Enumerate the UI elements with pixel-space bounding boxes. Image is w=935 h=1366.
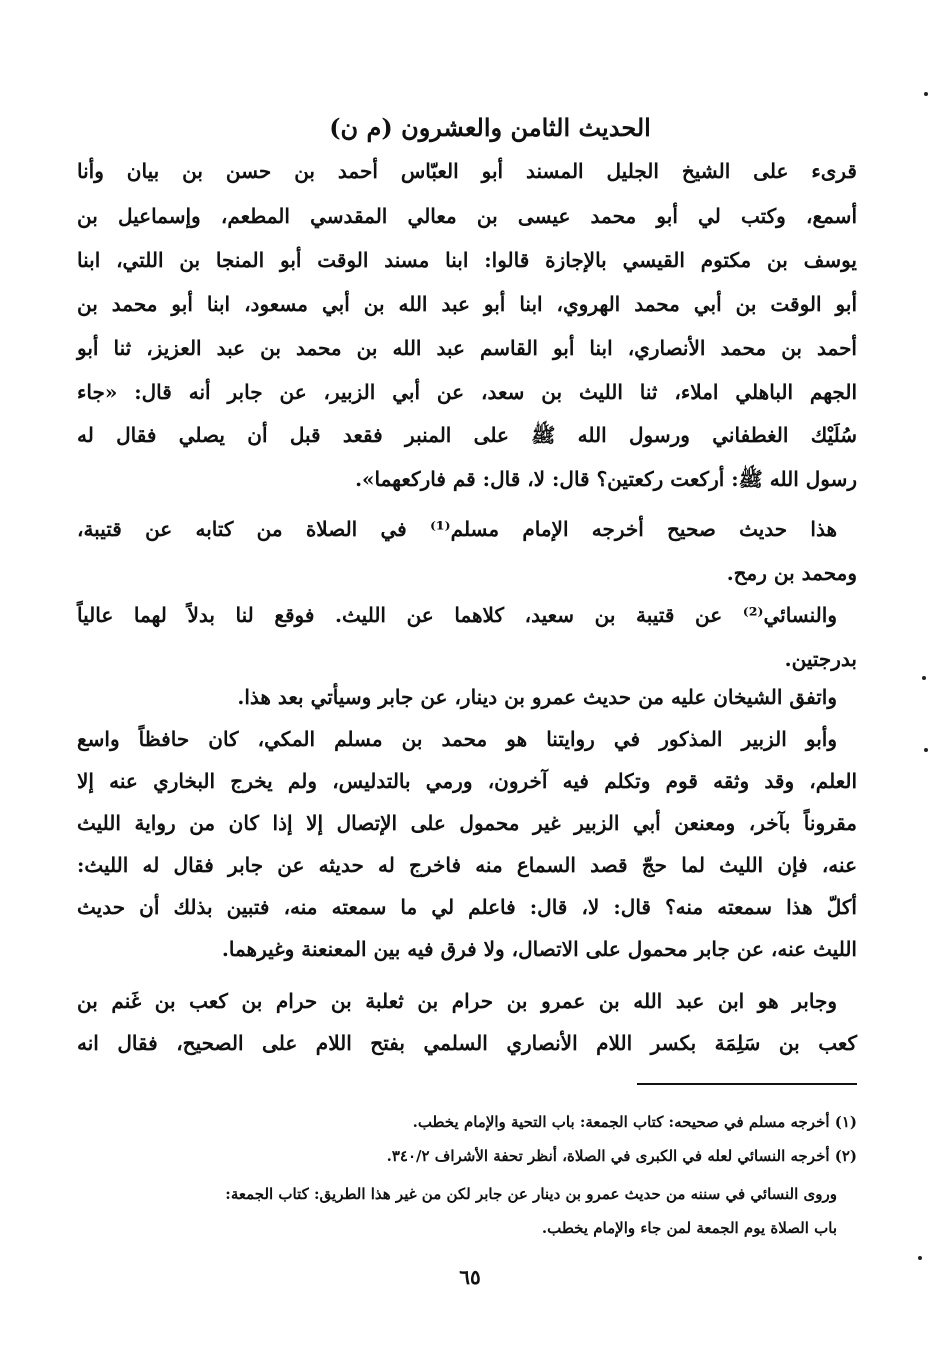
body-line-21: كعب بن سَلِمَة بكسر اللام الأنصاري السلمي بفتح اللام على الصحيح، فقال انه [77,1031,857,1055]
hadith-title: الحديث الثامن والعشرون (م ن) [329,113,651,142]
footnote-2-continuation-1: وروى النسائي في سننه من حديث عمرو بن دينار عن جابر لكن من غير هذا الطريق: كتاب الجمعة: [225,1185,837,1203]
body-line-14: وأبو الزبير المذكور في روايتنا هو محمد بن مسلم المكي، كان حافظاً واسع [77,727,837,751]
footnote-1: (١) أخرجه مسلم في صحيحه: كتاب الجمعة: باب التحية والإمام يخطب. [412,1113,857,1131]
footnote-2-continuation-2: باب الصلاة يوم الجمعة لمن جاء والإمام يخطب. [541,1219,837,1237]
body-line-3: يوسف بن مكتوم القيسي بالإجازة قالوا: ابنا مسند الوقت أبو المنجا بن اللتي، ابنا [77,248,857,272]
body-line-10: ومحمد بن رمح. [726,561,857,585]
body-line-4: أبو الوقت بن أبي محمد الهروي، ابنا أبو عبد الله بن أبي مسعود، ابنا أبو محمد بن [77,292,857,316]
body-line-20: وجابر هو ابن عبد الله بن عمرو بن حرام بن ثعلبة بن حرام بن كعب بن غَنم بن [77,989,837,1013]
body-line-19: الليث عنه، عن جابر محمول على الاتصال، ولا فرق فيه بين المعنعنة وغيرهما. [221,937,857,961]
scan-speck [924,92,928,96]
body-line-15: العلم، وقد وثقه قوم وتكلم فيه آخرون، ورمي بالتدليس، ولم يخرج البخاري عنه إلا [77,769,857,793]
page-number: ٦٥ [459,1265,481,1289]
body-line-13: واتفق الشيخان عليه من حديث عمرو بن دينار، عن جابر وسيأتي بعد هذا. [237,685,837,709]
body-line-12: بدرجتين. [784,647,857,671]
body-line-1: قرىء على الشيخ الجليل المسند أبو العبّاس أحمد بن حسن بن بيان وأنا [77,159,857,183]
body-line-7: سُلَيْك الغطفاني ورسول الله ﷺ على المنبر فقعد قبل أن يصلي فقال له [77,423,857,447]
body-line-2: أسمع، وكتب لي أبو محمد عيسى بن معالي المقدسي المطعم، وإسماعيل بن [77,204,857,228]
scan-speck [918,1256,922,1260]
body-line-17: عنه، فإن الليث لما حجّ قصد السماع منه فاخرج له حديثه عن جابر فقال له الليث: [77,853,857,877]
body-line-6: الجهم الباهلي املاء، ثنا الليث بن سعد، عن أبي الزبير، عن جابر أنه قال: «جاء [77,380,857,404]
body-line-18: أكلّ هذا سمعته منه؟ قال: لا، قال: فاعلم لي ما سمعته منه، فتبين بذلك أن حديث [77,895,857,919]
body-line-9: هذا حديث صحيح أخرجه الإمام مسلم⁽¹⁾ في الصلاة من كتابه عن قتيبة، [77,517,837,541]
body-line-5: أحمد بن محمد الأنصاري، ابنا أبو القاسم عبد الله بن محمد بن عبد العزيز، ثنا أبو [77,336,857,360]
footnote-2: (٢) أخرجه النسائي لعله في الكبرى في الصلاة، أنظر تحفة الأشراف ٣٤٠/٢. [386,1147,857,1165]
body-line-8: رسول الله ﷺ: أركعت ركعتين؟ قال: لا، قال: قم فاركعهما». [355,467,857,491]
scan-speck [924,748,928,752]
body-line-11: والنسائي⁽²⁾ عن قتيبة بن سعيد، كلاهما عن الليث. فوقع لنا بدلاً لهما عالياً [77,603,837,627]
footnote-separator [637,1083,857,1085]
scan-speck [922,676,926,680]
body-line-16: مقروناً بآخر، ومعنعن أبي الزبير غير محمول على الإتصال إلا إذا كان من رواية الليث [77,811,857,835]
